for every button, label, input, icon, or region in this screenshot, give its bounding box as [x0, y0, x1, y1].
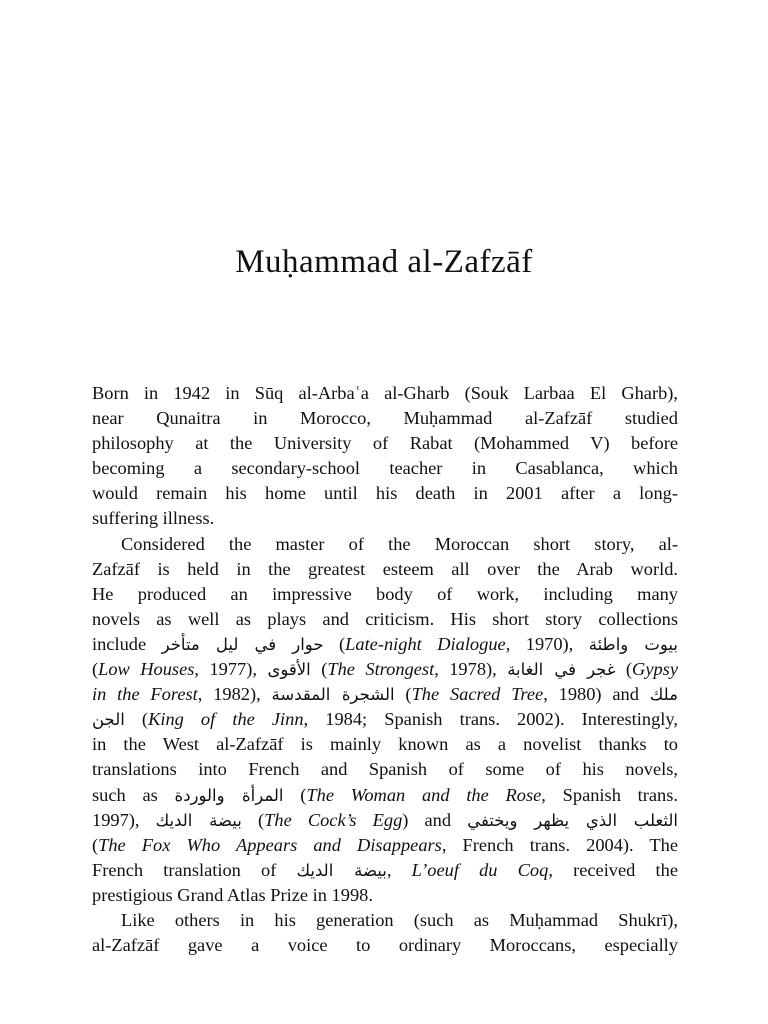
text-line — [92, 582, 678, 607]
italic-text: Low Houses — [98, 659, 195, 680]
text-segment: ( — [92, 834, 99, 855]
text-line — [92, 908, 678, 933]
text-segment: include — [92, 633, 162, 654]
text-segment: ) and — [402, 809, 468, 830]
arabic-title: المرأة والوردة — [174, 785, 284, 805]
body-text — [92, 381, 678, 958]
text-line — [92, 783, 678, 808]
arabic-title: غجر في الغابة — [507, 660, 616, 680]
italic-text: Gypsy — [632, 659, 678, 680]
text-line — [92, 657, 678, 682]
text-segment: suffering illness. — [92, 508, 215, 529]
text-segment: becoming a secondary-school teacher in Casablanca, which — [92, 458, 678, 479]
text-segment: , Spanish trans. — [541, 784, 678, 805]
italic-text: The Sacred Tree — [411, 684, 544, 705]
text-line — [92, 481, 678, 506]
text-segment: ( — [310, 659, 328, 680]
text-line — [92, 883, 678, 908]
text-line — [92, 406, 678, 431]
text-segment: ( — [283, 784, 307, 805]
text-segment: , 1977), — [194, 659, 268, 680]
text-segment: ( — [124, 709, 149, 730]
text-segment: 1997), — [92, 809, 156, 830]
italic-text: Late-night Dialogue — [345, 633, 506, 654]
text-segment: ( — [394, 684, 412, 705]
text-segment: would remain his home until his death in 2001 after a long- — [92, 483, 678, 504]
italic-text: The Fox Who Appears and Disappears — [98, 834, 442, 855]
text-segment: , 1984; Spanish trans. 2002). Interestingly, — [303, 709, 678, 730]
text-line — [92, 532, 678, 557]
text-segment: Considered the master of the Moroccan short story, al- — [121, 533, 678, 554]
arabic-title: بيضة الديك — [155, 810, 242, 830]
text-segment: ( — [241, 809, 265, 830]
text-segment: , — [386, 859, 412, 880]
text-segment: ( — [92, 659, 99, 680]
text-segment: Born in 1942 in Sūq al-Arbaʿa al-Gharb (Souk Larbaa El Gharb), — [92, 383, 678, 403]
arabic-title: الجن — [92, 710, 125, 730]
arabic-title: حوار في ليل متأخر — [161, 634, 324, 654]
text-segment: , 1982), — [197, 684, 272, 705]
text-line — [92, 682, 678, 707]
text-segment: near Qunaitra in Morocco, Muḥammad al-Zafzāf studied — [92, 408, 678, 429]
arabic-title: بيضة الديك — [296, 860, 387, 880]
arabic-title: بيوت واطئة — [588, 634, 678, 654]
text-line — [92, 456, 678, 481]
text-segment: , French trans. 2004). The — [441, 834, 678, 855]
text-segment: , 1978), — [434, 659, 508, 680]
italic-text: The Strongest — [327, 659, 435, 680]
chapter-title: Muḥammad al-Zafzāf — [235, 244, 533, 280]
italic-text: L’oeuf du Coq — [411, 859, 549, 880]
text-segment: , received the — [548, 859, 678, 880]
text-segment: prestigious Grand Atlas Prize in 1998. — [92, 884, 373, 905]
text-line — [92, 858, 678, 883]
text-line — [92, 607, 678, 632]
text-line — [92, 808, 678, 833]
text-line — [92, 757, 678, 782]
text-segment: novels as well as plays and criticism. His short story collections — [92, 608, 678, 629]
text-line — [92, 431, 678, 456]
text-line — [92, 933, 678, 958]
text-segment: in the West al-Zafzāf is mainly known as a novelist thanks to — [92, 734, 678, 755]
text-line — [92, 732, 678, 757]
text-segment: philosophy at the University of Rabat (Mohammed V) before — [92, 433, 678, 454]
italic-text: The Woman and the Rose — [306, 784, 542, 805]
text-segment: , 1970), — [505, 633, 589, 654]
arabic-title: ملك — [649, 685, 678, 705]
arabic-title: الأقوى — [267, 660, 311, 680]
text-segment: ( — [615, 659, 633, 680]
arabic-title: الشجرة المقدسة — [271, 685, 395, 705]
text-segment: al-Zafzāf gave a voice to ordinary Moroccans, especially — [92, 935, 678, 956]
text-line — [92, 506, 678, 531]
italic-text: in the Forest — [92, 684, 198, 705]
arabic-title: الثعلب الذي يظهر ويختفي — [467, 810, 678, 830]
text-segment: , 1980) and — [543, 684, 650, 705]
text-segment: translations into French and Spanish of some of his novels, — [92, 759, 678, 780]
italic-text: The Cock’s Egg — [264, 809, 403, 830]
text-line — [92, 833, 678, 858]
text-line — [92, 557, 678, 582]
text-line — [92, 632, 678, 657]
text-line — [92, 707, 678, 732]
italic-text: King of the Jinn — [148, 709, 304, 730]
text-segment: French translation of — [92, 859, 297, 880]
text-line — [92, 381, 678, 406]
text-segment: Zafzāf is held in the greatest esteem all over the Arab world. — [92, 558, 678, 579]
text-segment: Like others in his generation (such as Muḥammad Shukrī), — [121, 909, 678, 930]
text-segment: such as — [92, 784, 175, 805]
text-segment: ( — [323, 633, 346, 654]
text-segment: He produced an impressive body of work, including many — [92, 583, 678, 604]
